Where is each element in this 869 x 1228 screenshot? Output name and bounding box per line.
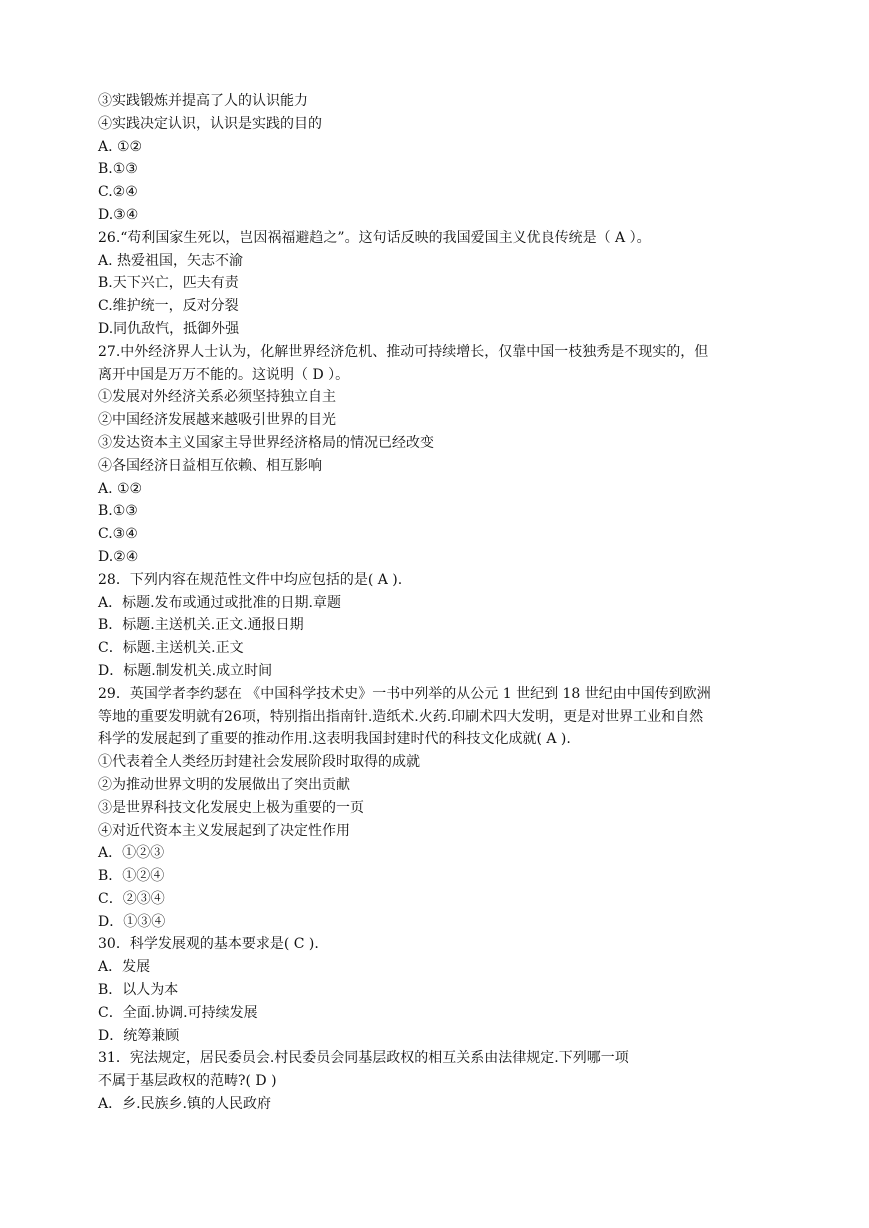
- text-line: C．标题.主送机关.正文: [98, 640, 244, 657]
- text-line: A．发展: [98, 959, 151, 976]
- text-line: ②中国经济发展越来越吸引世界的目光: [98, 412, 336, 429]
- text-line: A. ①②: [98, 138, 143, 155]
- text-line: C．②③④: [98, 890, 165, 907]
- text-line: 不属于基层政权的范畴?( D ): [98, 1073, 277, 1090]
- text-line: ④实践决定认识，认识是实践的目的: [98, 115, 322, 132]
- text-line: B．以人为本: [98, 982, 179, 999]
- text-line: ③实践锻炼并提高了人的认识能力: [98, 93, 308, 109]
- text-line: D.②④: [98, 548, 139, 565]
- text-line: B.天下兴亡，匹夫有责: [98, 275, 239, 292]
- text-line: A．①②③: [98, 845, 165, 862]
- text-line: A. 热爱祖国，矢志不渝: [98, 252, 244, 269]
- text-line: ①代表着全人类经历封建社会发展阶段时取得的成就: [98, 754, 420, 771]
- question-27: 27.中外经济界人士认为，化解世界经济危机、推动可持续增长，仅靠中国一枝独秀是不现实的，但: [98, 343, 709, 360]
- text-line: ④对近代资本主义发展起到了决定性作用: [98, 822, 350, 839]
- text-line: 离开中国是万万不能的。这说明（ D ）。: [98, 366, 350, 383]
- document-body: [98, 90, 788, 1116]
- question-31: 31．宪法规定，居民委员会.村民委员会同基层政权的相互关系由法律规定.下列哪一项: [98, 1050, 629, 1067]
- text-line: D．统筹兼顾: [98, 1027, 180, 1044]
- text-line: D.同仇敌忾，抵御外强: [98, 320, 240, 337]
- text-line: ①发展对外经济关系必须坚持独立自主: [98, 389, 336, 406]
- text-line: B.①③: [98, 503, 138, 520]
- text-line: C.②④: [98, 184, 138, 201]
- text-line: D.③④: [98, 206, 139, 223]
- text-line: B．标题.主送机关.正文.通报日期: [98, 617, 304, 634]
- text-line: A．乡.民族乡.镇的人民政府: [98, 1096, 272, 1113]
- text-line: B.①③: [98, 161, 138, 178]
- question-28: 28．下列内容在规范性文件中均应包括的是( A ).: [98, 571, 403, 588]
- text-line: D．①③④: [98, 913, 166, 930]
- question-30: 30．科学发展观的基本要求是( C ).: [98, 936, 319, 953]
- text-line: C.③④: [98, 526, 138, 543]
- text-line: D．标题.制发机关.成立时间: [98, 662, 273, 679]
- text-line: ③发达资本主义国家主导世界经济格局的情况已经改变: [98, 434, 434, 451]
- text-line: A. ①②: [98, 480, 143, 497]
- text-line: 等地的重要发明就有26项，特别指出指南针.造纸术.火药.印刷术四大发明，更是对世界工业和自然: [98, 708, 704, 725]
- text-line: C.维护统一，反对分裂: [98, 298, 239, 315]
- text-line: ③是世界科技文化发展史上极为重要的一页: [98, 799, 364, 816]
- question-26: 26.“苟利国家生死以，岂因祸福避趋之”。这句话反映的我国爱国主义优良传统是（ A ）。: [98, 229, 651, 246]
- text-line: A．标题.发布或通过或批准的日期.章题: [98, 594, 342, 611]
- text-line: ②为推动世界文明的发展做出了突出贡献: [98, 776, 350, 793]
- text-line: 科学的发展起到了重要的推动作用.这表明我国封建时代的科技文化成就( A ).: [98, 731, 571, 748]
- question-29: 29．英国学者李约瑟在 《中国科学技术史》一书中列举的从公元 1 世纪到 18 世纪由中国传到欧洲: [98, 685, 711, 702]
- text-line: B．①②④: [98, 868, 165, 885]
- text-line: ④各国经济日益相互依赖、相互影响: [98, 457, 322, 474]
- text-line: C．全面.协调.可持续发展: [98, 1004, 258, 1021]
